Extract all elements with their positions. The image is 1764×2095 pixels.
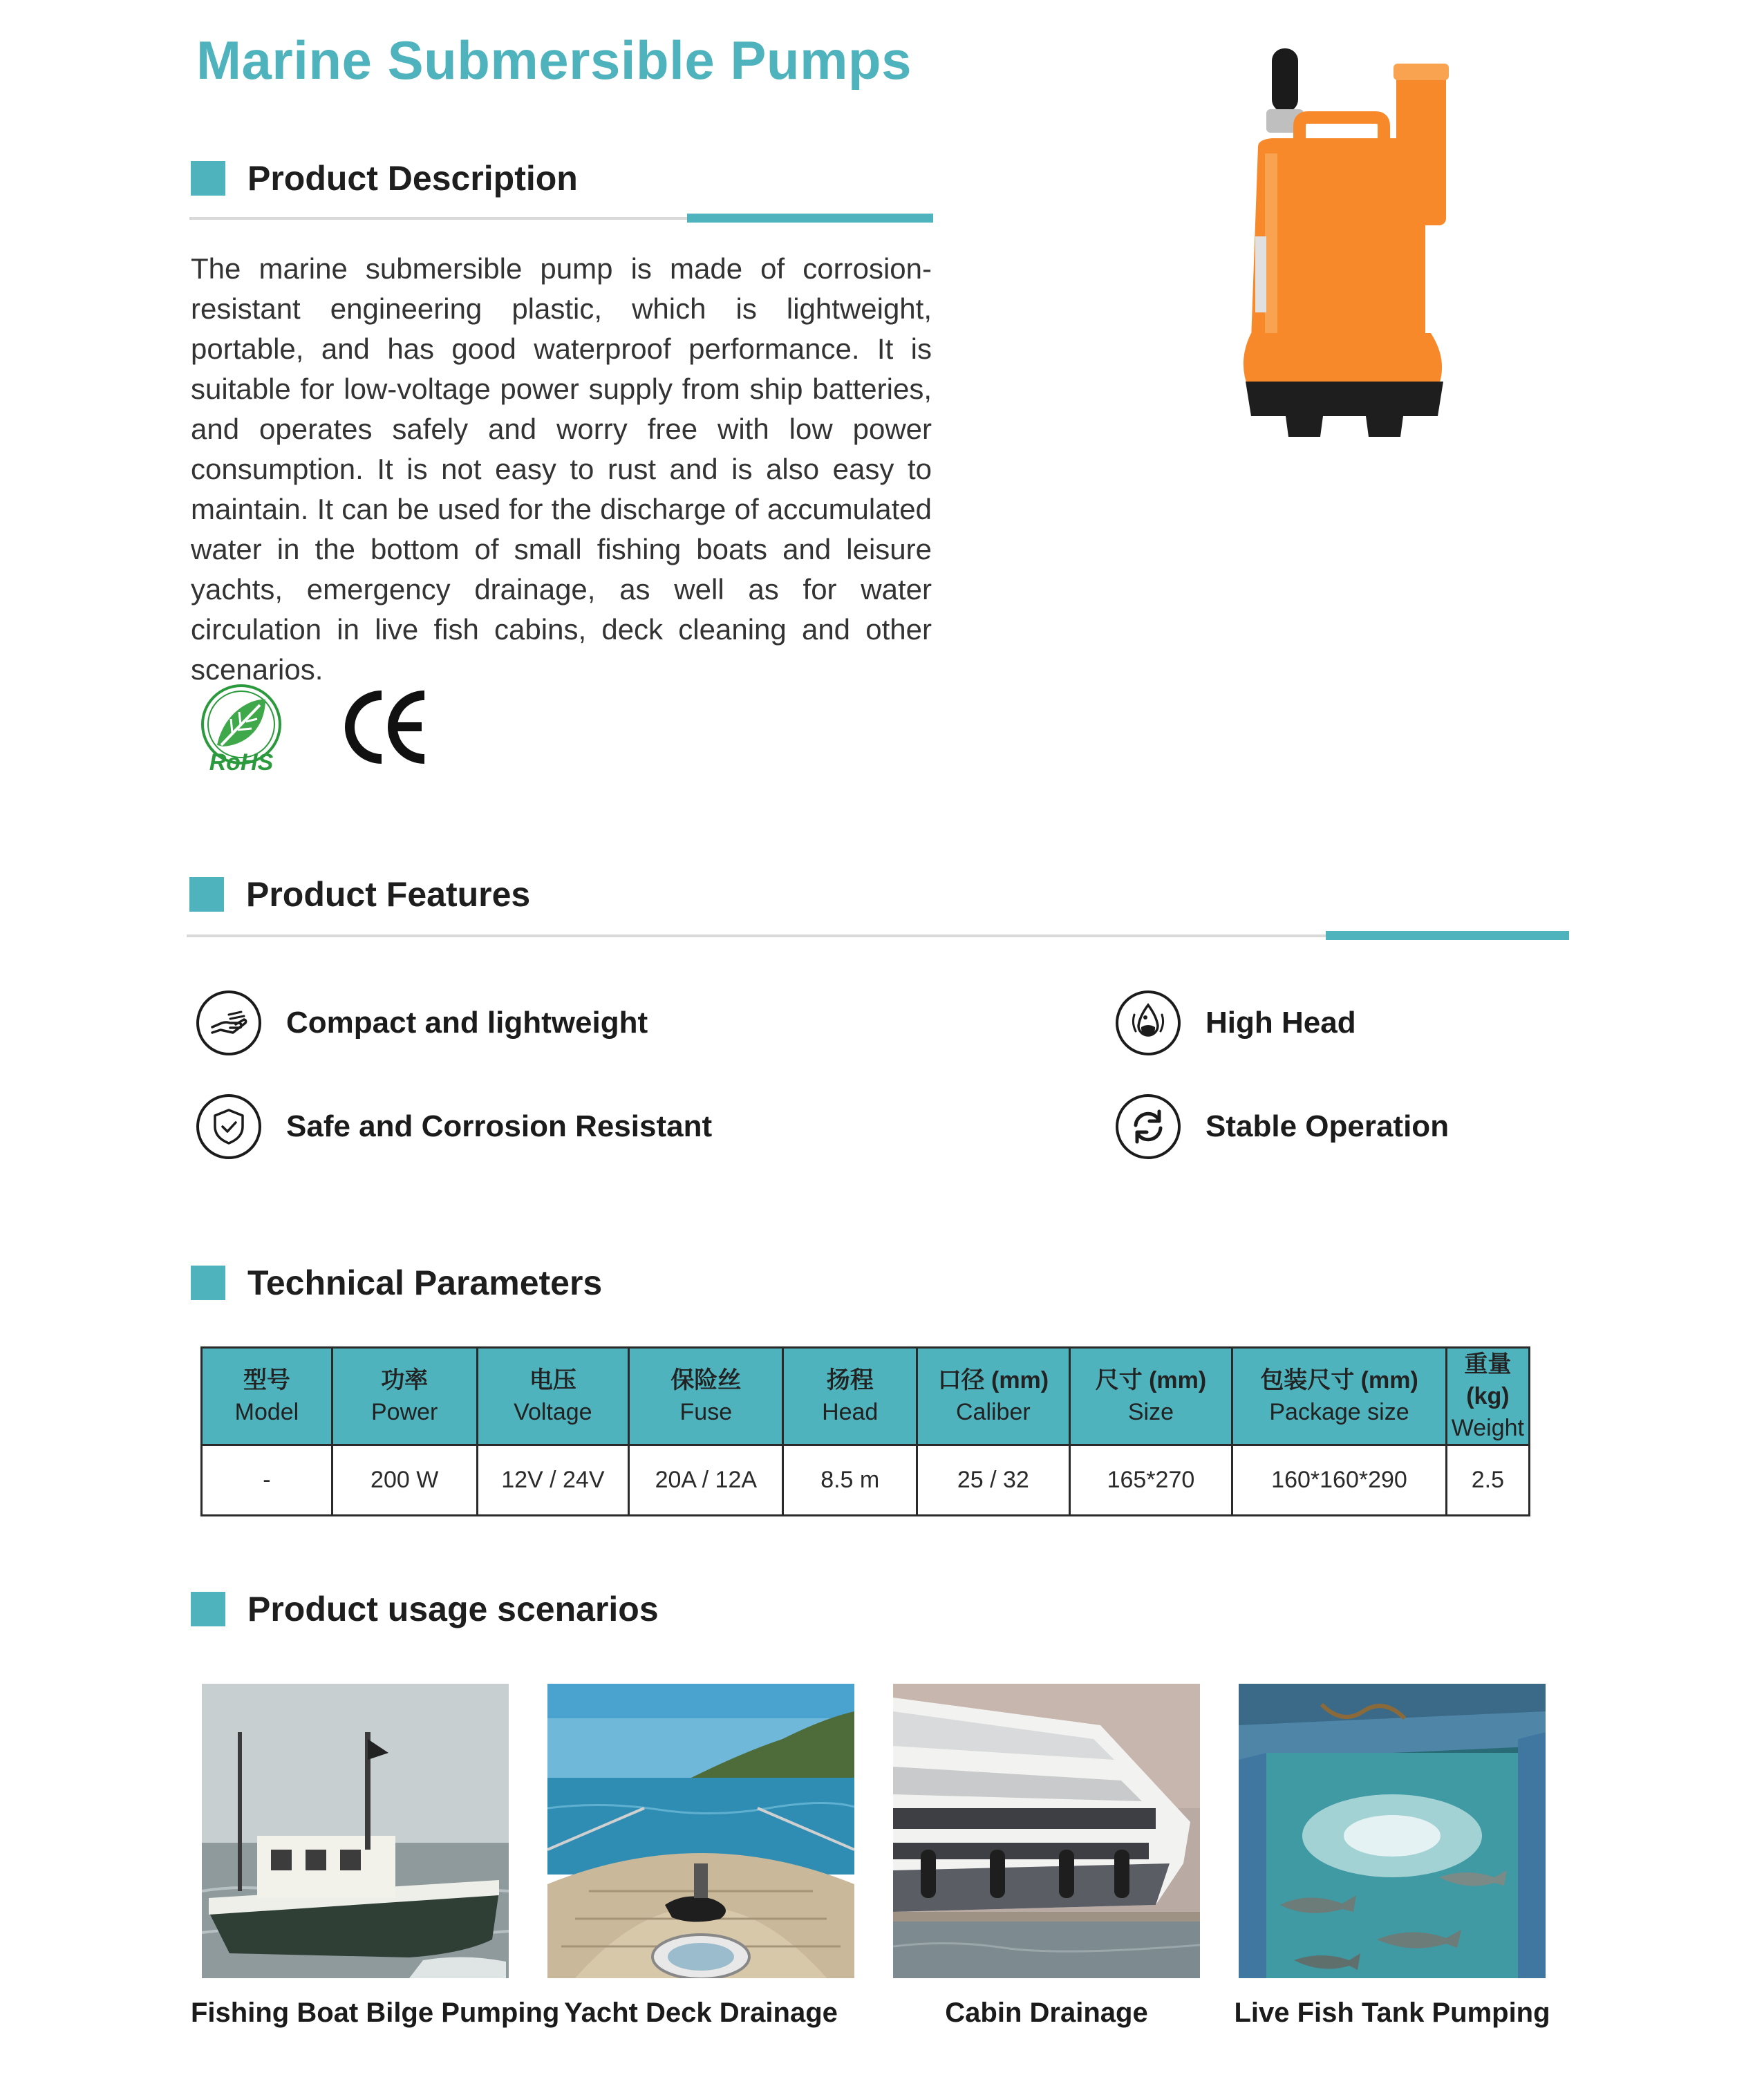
feature-label: High Head xyxy=(1205,1006,1356,1040)
section-header-technical xyxy=(191,1265,602,1301)
column-header-head: 扬程 Head xyxy=(783,1348,917,1445)
section-divider-accent xyxy=(687,214,933,223)
water-drop-icon xyxy=(1116,990,1181,1055)
hand-icon xyxy=(196,990,261,1055)
technical-parameters-table xyxy=(200,1346,1530,1516)
scenario-image-cabin xyxy=(893,1684,1200,1978)
column-header-power: 功率 Power xyxy=(332,1348,477,1445)
scenario-caption: Cabin Drainage xyxy=(945,1998,1148,2028)
section-title: Technical Parameters xyxy=(247,1263,603,1302)
product-description: The marine submersible pump is made of corrosion-resistant engineering plastic, which is lightweight, portable, and has good waterproof performance. It is suitable for low-voltage power supply from ship batteries, and operates safely and worry free with low power consumption. It is not easy to rust and is also easy to maintain. It can be used for the discharge of accumulated water in the bottom of small fishing boats and leisure yachts, emergency drainage, as well as for water circulation in live fish cabins, deck cleaning and other scenarios. xyxy=(191,252,932,686)
section-divider-accent xyxy=(1326,931,1569,940)
feature-label: Compact and lightweight xyxy=(286,1006,648,1040)
scenario-image-fishing-boat xyxy=(202,1684,509,1978)
column-header-size: 尺寸 (mm) Size xyxy=(1069,1348,1232,1445)
section-marker xyxy=(189,877,224,912)
rohs-logo xyxy=(196,684,286,774)
section-header-description xyxy=(191,160,578,196)
table-cell: 2.5 xyxy=(1446,1445,1529,1516)
table-cell: 165*270 xyxy=(1069,1445,1232,1516)
column-header-caliber: 口径 (mm) Caliber xyxy=(917,1348,1070,1445)
section-marker xyxy=(191,1592,225,1626)
table-cell: - xyxy=(202,1445,332,1516)
feature-label: Stable Operation xyxy=(1205,1109,1449,1143)
column-header-fuse: 保险丝 Fuse xyxy=(629,1348,783,1445)
column-header-package-size: 包装尺寸 (mm) Package size xyxy=(1232,1348,1447,1445)
table-cell: 20A / 12A xyxy=(629,1445,783,1516)
section-marker xyxy=(191,161,225,196)
table-cell: 12V / 24V xyxy=(477,1445,629,1516)
shield-check-icon xyxy=(196,1094,261,1159)
table-cell: 8.5 m xyxy=(783,1445,917,1516)
section-title: Product Description xyxy=(247,159,578,198)
table-cell: 160*160*290 xyxy=(1232,1445,1447,1516)
scenario-caption: Fishing Boat Bilge Pumping xyxy=(191,1998,560,2028)
table-cell: 200 W xyxy=(332,1445,477,1516)
feature-item xyxy=(1116,1092,1449,1161)
column-header-voltage: 电压 Voltage xyxy=(477,1348,629,1445)
scenario-caption: Live Fish Tank Pumping xyxy=(1234,1998,1550,2028)
column-header-model: 型号 Model xyxy=(202,1348,332,1445)
section-marker xyxy=(191,1266,225,1300)
section-header-features xyxy=(189,876,530,912)
feature-item xyxy=(196,988,648,1058)
scenario-image-fish-tank xyxy=(1239,1684,1546,1978)
pump-product-image xyxy=(1230,43,1458,444)
column-header-weight: 重量 (kg) Weight xyxy=(1446,1348,1529,1445)
section-title: Product Features xyxy=(246,875,531,914)
table-cell: 25 / 32 xyxy=(917,1445,1070,1516)
scenario-caption: Yacht Deck Drainage xyxy=(564,1998,838,2028)
feature-item xyxy=(1116,988,1356,1058)
feature-label: Safe and Corrosion Resistant xyxy=(286,1109,713,1143)
feature-item xyxy=(196,1092,712,1161)
table-header-row xyxy=(202,1348,1530,1445)
page-title: Marine Submersible Pumps xyxy=(196,30,912,91)
section-title: Product usage scenarios xyxy=(247,1590,659,1628)
rohs-text: RoHS xyxy=(209,749,274,774)
refresh-icon xyxy=(1116,1094,1181,1159)
scenario-image-yacht-deck xyxy=(547,1684,854,1978)
table-row xyxy=(202,1445,1530,1516)
section-header-usage xyxy=(191,1591,659,1627)
ce-logo xyxy=(340,684,430,774)
